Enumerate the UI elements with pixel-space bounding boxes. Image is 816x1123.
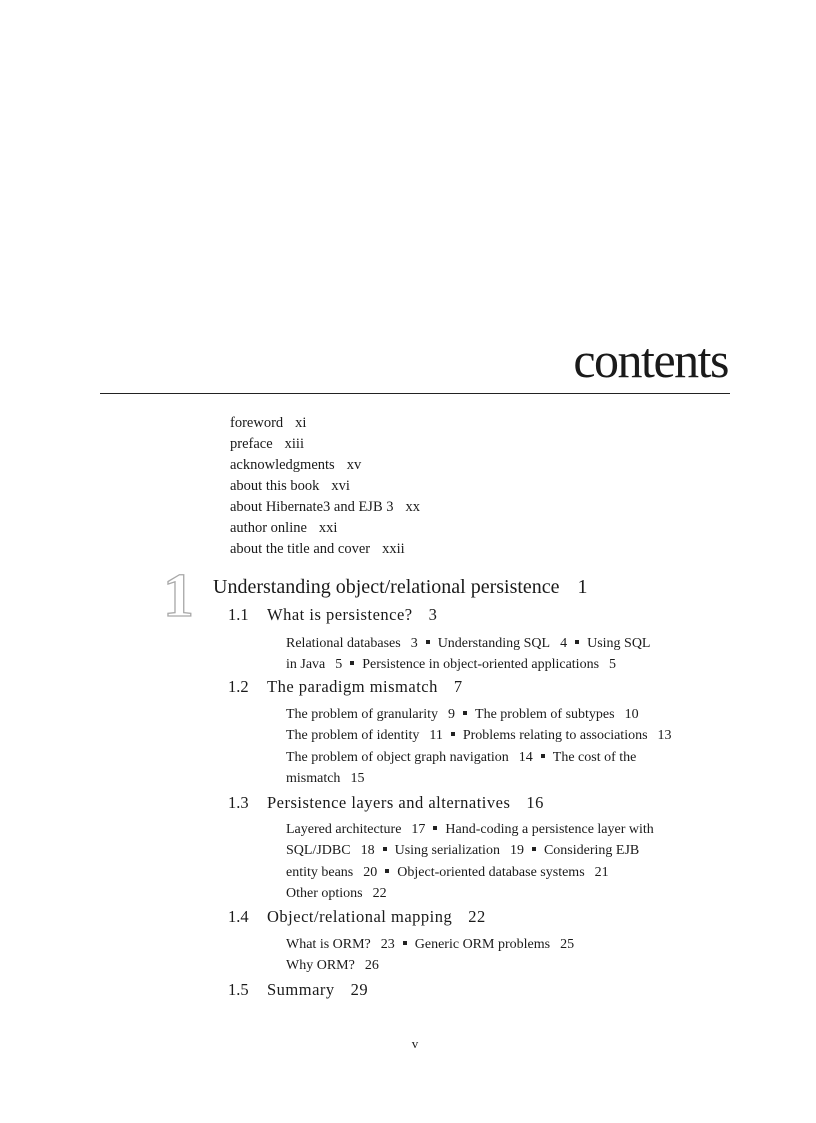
topic-page: 10	[624, 707, 639, 722]
topic-page: 11	[429, 728, 443, 744]
front-matter-item	[230, 434, 420, 455]
topic-page: 9	[448, 707, 456, 722]
topic: Considering EJB	[543, 843, 640, 859]
topic-line	[286, 883, 654, 904]
bullet-separator	[541, 754, 545, 758]
section-topics	[286, 633, 650, 676]
topic-line	[286, 654, 650, 675]
front-matter-label: preface	[230, 436, 273, 452]
topic-line	[286, 704, 672, 725]
section-number: 1.2	[228, 677, 249, 696]
bullet-separator	[383, 847, 387, 851]
page-title: contents	[573, 332, 728, 388]
front-matter-page: xxii	[382, 541, 405, 557]
topic: The problem of identity	[286, 728, 420, 744]
topic: Persistence in object-oriented applications	[362, 657, 600, 673]
bullet-separator	[403, 941, 407, 945]
front-matter-item	[230, 497, 420, 518]
section-topics	[286, 819, 654, 904]
front-matter-page: xi	[295, 415, 307, 431]
front-matter-label: acknowledgments	[230, 457, 335, 473]
front-matter-label: about the title and cover	[230, 541, 371, 557]
topic-page: 5	[335, 657, 343, 673]
front-matter-label: author online	[230, 520, 307, 536]
topic-line	[286, 934, 574, 955]
topic-line	[286, 633, 650, 654]
topic: Why ORM?	[286, 958, 355, 974]
topic-page: 20	[363, 864, 378, 880]
front-matter-item	[230, 518, 420, 539]
section-number: 1.3	[228, 793, 249, 812]
topic-page: 22	[372, 885, 387, 901]
topic: The problem of subtypes	[475, 707, 615, 722]
section-heading	[228, 979, 368, 1001]
topic-page: 13	[657, 728, 672, 744]
front-matter-item	[230, 476, 420, 497]
page-number: v	[411, 1036, 419, 1051]
title-rule	[100, 393, 730, 394]
front-matter-page: xvi	[331, 478, 350, 494]
chapter-number: 1	[163, 562, 194, 630]
topic: Relational databases	[286, 636, 401, 651]
section-number: 1.1	[228, 605, 249, 624]
topic-page: 14	[518, 749, 533, 765]
section-number: 1.5	[228, 980, 249, 999]
topic-line	[286, 725, 672, 746]
topic-line	[286, 747, 672, 768]
bullet-separator	[451, 732, 455, 736]
topic-line	[286, 862, 654, 883]
topic: Object-oriented database systems	[397, 864, 585, 880]
front-matter-label: foreword	[230, 415, 284, 431]
topic: in Java	[286, 657, 326, 673]
front-matter-label: about Hibernate3 and EJB 3	[230, 499, 394, 515]
topic-page: 26	[364, 958, 379, 974]
topic: What is ORM?	[286, 937, 371, 952]
topic-page: 23	[380, 937, 395, 952]
topic-line	[286, 768, 672, 789]
topic: mismatch	[286, 770, 341, 786]
section-title: What is persistence?	[267, 605, 413, 624]
chapter-title: Understanding object/relational persistence	[213, 576, 560, 598]
topic: SQL/JDBC	[286, 843, 351, 859]
front-matter-page: xxi	[318, 520, 338, 536]
topic: Other options	[286, 885, 363, 901]
front-matter-item	[230, 455, 420, 476]
section-page: 7	[453, 677, 463, 696]
section-title: Persistence layers and alternatives	[267, 793, 511, 812]
bullet-separator	[463, 711, 467, 715]
bullet-separator	[532, 847, 536, 851]
section-title: Summary	[267, 980, 335, 999]
bullet-separator	[350, 661, 354, 665]
topic-line	[286, 955, 574, 976]
front-matter-item	[230, 539, 420, 560]
topic-line	[286, 840, 654, 861]
front-matter-label: about this book	[230, 478, 320, 494]
front-matter-list	[230, 413, 420, 560]
chapter-heading	[213, 574, 588, 600]
topic-line	[286, 819, 654, 840]
topic: Generic ORM problems	[414, 937, 551, 952]
chapter-page: 1	[577, 576, 588, 598]
section-heading	[228, 604, 437, 626]
front-matter-page: xv	[346, 457, 362, 473]
bullet-separator	[426, 640, 430, 644]
section-page: 22	[468, 907, 486, 926]
bullet-separator	[575, 640, 579, 644]
topic-page: 18	[360, 843, 375, 859]
section-title: The paradigm mismatch	[267, 677, 438, 696]
topic: entity beans	[286, 864, 354, 880]
topic: Using serialization	[394, 843, 500, 859]
topic: The problem of granularity	[286, 707, 439, 722]
section-title: Object/relational mapping	[267, 907, 453, 926]
topic-page: 21	[594, 864, 609, 880]
topic: Using SQL	[587, 636, 651, 651]
topic-page: 25	[560, 937, 575, 952]
section-heading	[228, 906, 486, 928]
section-heading	[228, 792, 544, 814]
topic-page: 3	[410, 636, 418, 651]
bullet-separator	[385, 869, 389, 873]
section-number: 1.4	[228, 907, 249, 926]
section-heading	[228, 676, 463, 698]
topic-page: 19	[509, 843, 524, 859]
section-page: 3	[428, 605, 438, 624]
topic: Problems relating to associations	[462, 728, 648, 744]
section-page: 29	[350, 980, 369, 999]
section-page: 16	[526, 793, 544, 812]
topic: Layered architecture	[286, 822, 402, 837]
topic: Hand-coding a persistence layer with	[445, 822, 654, 837]
topic: The problem of object graph navigation	[286, 749, 509, 765]
topic-page: 15	[350, 770, 365, 786]
topic-page: 17	[411, 822, 426, 837]
front-matter-page: xiii	[284, 436, 304, 452]
topic-page: 4	[560, 636, 568, 651]
topic: The cost of the	[552, 749, 637, 765]
front-matter-item	[230, 413, 420, 434]
topic-page: 5	[609, 657, 617, 673]
section-topics	[286, 704, 672, 789]
bullet-separator	[433, 826, 437, 830]
front-matter-page: xx	[405, 499, 420, 515]
section-topics	[286, 934, 574, 977]
topic: Understanding SQL	[437, 636, 551, 651]
